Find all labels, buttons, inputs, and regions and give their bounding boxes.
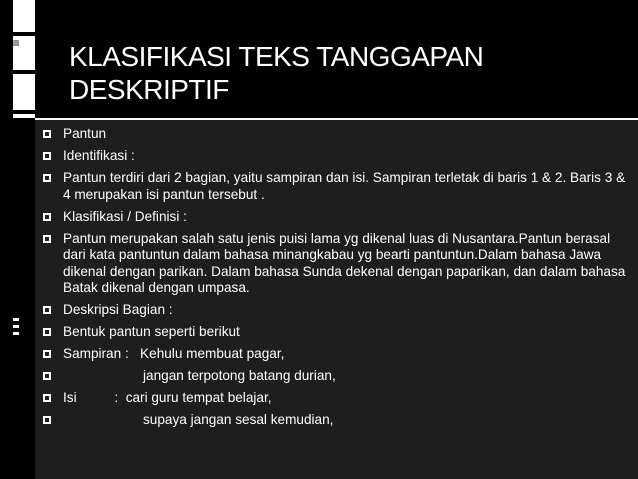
square-bullet-icon bbox=[43, 213, 51, 221]
content-panel bbox=[35, 120, 638, 479]
bullet-item bbox=[35, 324, 638, 341]
bullet-text: jangan terpotong batang durian, bbox=[143, 368, 336, 383]
bullet-text: Pantun merupakan salah satu jenis puisi lama yg dikenal luas di Nusantara.Pantun berasal dari kata pantuntun dalam bahasa minangkabau yg bearti pantuntun.Dalam bahasa Jawa dikenal dengan parikan. Dalam bahasa Sunda dekenal dengan paparikan, dan dalam bahasa Batak dikenal dengan umpasa. bbox=[63, 230, 626, 295]
square-bullet-icon bbox=[43, 372, 51, 380]
bullet-text: Isi : cari guru tempat belajar, bbox=[63, 390, 272, 405]
bullet-item bbox=[35, 412, 638, 429]
bullet-item bbox=[35, 302, 638, 319]
bullet-text: Deskripsi Bagian : bbox=[63, 302, 173, 317]
bullet-text: supaya jangan sesal kemudian, bbox=[143, 412, 334, 427]
bullet-text: Pantun bbox=[63, 126, 107, 141]
decorative-side-strip bbox=[13, 0, 35, 479]
bullet-item bbox=[35, 368, 638, 385]
bullet-text: Bentuk pantun seperti berikut bbox=[63, 324, 240, 339]
bullet-text: Pantun terdiri dari 2 bagian, yaitu sampiran dan isi. Sampiran terletak di baris 1 & 2. Baris 3 & 4 merupakan isi pantun tersebut . bbox=[63, 170, 626, 202]
bullet-item bbox=[35, 346, 638, 363]
bullet-item bbox=[35, 126, 638, 143]
square-bullet-icon bbox=[43, 306, 51, 314]
square-bullet-icon bbox=[43, 350, 51, 358]
bullet-item bbox=[35, 209, 638, 226]
square-bullet-icon bbox=[43, 130, 51, 138]
title-line-1: KLASIFIKASI TEKS TANGGAPAN bbox=[69, 41, 484, 72]
slide-title bbox=[69, 40, 589, 106]
bullet-list bbox=[35, 126, 638, 434]
square-bullet-icon bbox=[43, 174, 51, 182]
square-bullet-icon bbox=[43, 416, 51, 424]
square-bullet-icon bbox=[43, 235, 51, 243]
bullet-item bbox=[35, 231, 638, 297]
bullet-text: Klasifikasi / Definisi : bbox=[63, 208, 187, 224]
bullet-text: Identifikasi : bbox=[63, 148, 135, 163]
title-line-2: DESKRIPTIF bbox=[69, 74, 229, 105]
square-bullet-icon bbox=[43, 394, 51, 402]
bullet-text: Sampiran : Kehulu membuat pagar, bbox=[63, 346, 285, 361]
bullet-item bbox=[35, 170, 638, 203]
bullet-item bbox=[35, 390, 638, 407]
square-bullet-icon bbox=[43, 328, 51, 336]
bullet-item bbox=[35, 148, 638, 165]
square-bullet-icon bbox=[43, 152, 51, 160]
